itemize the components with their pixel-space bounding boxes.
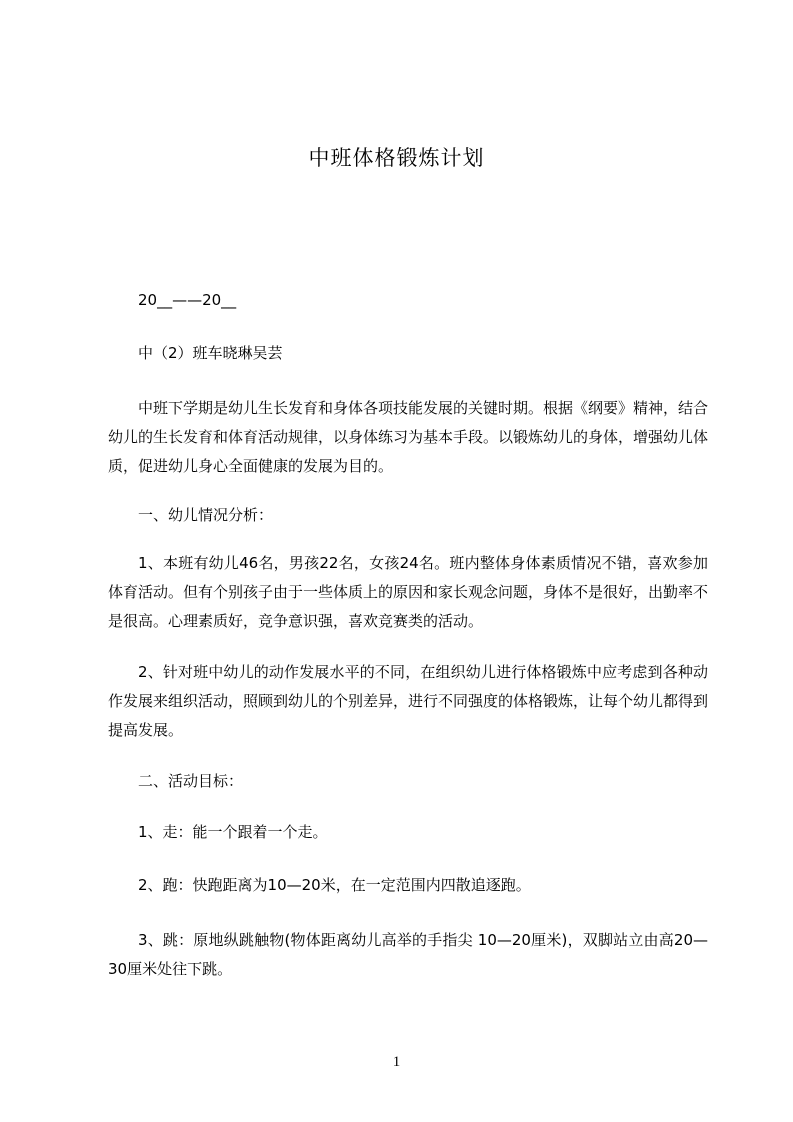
intro-paragraph: 中班下学期是幼儿生长发育和身体各项技能发展的关键时期。根据《纲要》精神，结合幼儿的生长发育和体育活动规律，以身体练习为基本手段。以锻炼幼儿的身体，增强幼儿体质，促进幼儿身心全面健康的发展为目的。 xyxy=(108,399,709,475)
goal-walk: 1、走：能一个跟着一个走。 xyxy=(138,823,328,841)
section1-paragraph-1: 1、本班有幼儿46名，男孩22名，女孩24名。班内整体身体素质情况不错，喜欢参加体育活动。但有个别孩子由于一些体质上的原因和家长观念问题，身体不是很好，出勤率不是很高。心理素质好，竞争意识强，喜欢竞赛类的活动。 xyxy=(108,554,709,630)
goal-jump: 3、跳：原地纵跳触物(物体距离幼儿高举的手指尖 10—20厘米)，双脚站立由高20—30厘米处往下跳。 xyxy=(108,931,708,978)
page-number: 1 xyxy=(392,1054,401,1070)
document-title: 中班体格锻炼计划 xyxy=(308,146,485,170)
author-line: 中（2）班车晓琳吴芸 xyxy=(138,344,283,362)
section1-paragraph-2: 2、针对班中幼儿的动作发展水平的不同，在组织幼儿进行体格锻炼中应考虑到各种动作发展来组织活动，照顾到幼儿的个别差异，进行不同强度的体格锻炼，让每个幼儿都得到提高发展。 xyxy=(108,663,709,739)
section2-heading: 二、活动目标： xyxy=(138,772,244,790)
section1-heading: 一、幼儿情况分析： xyxy=(138,506,274,524)
goal-run: 2、跑：快跑距离为10—20米，在一定范围内四散追逐跑。 xyxy=(138,876,531,894)
date-range: 20__——20__ xyxy=(138,291,237,309)
